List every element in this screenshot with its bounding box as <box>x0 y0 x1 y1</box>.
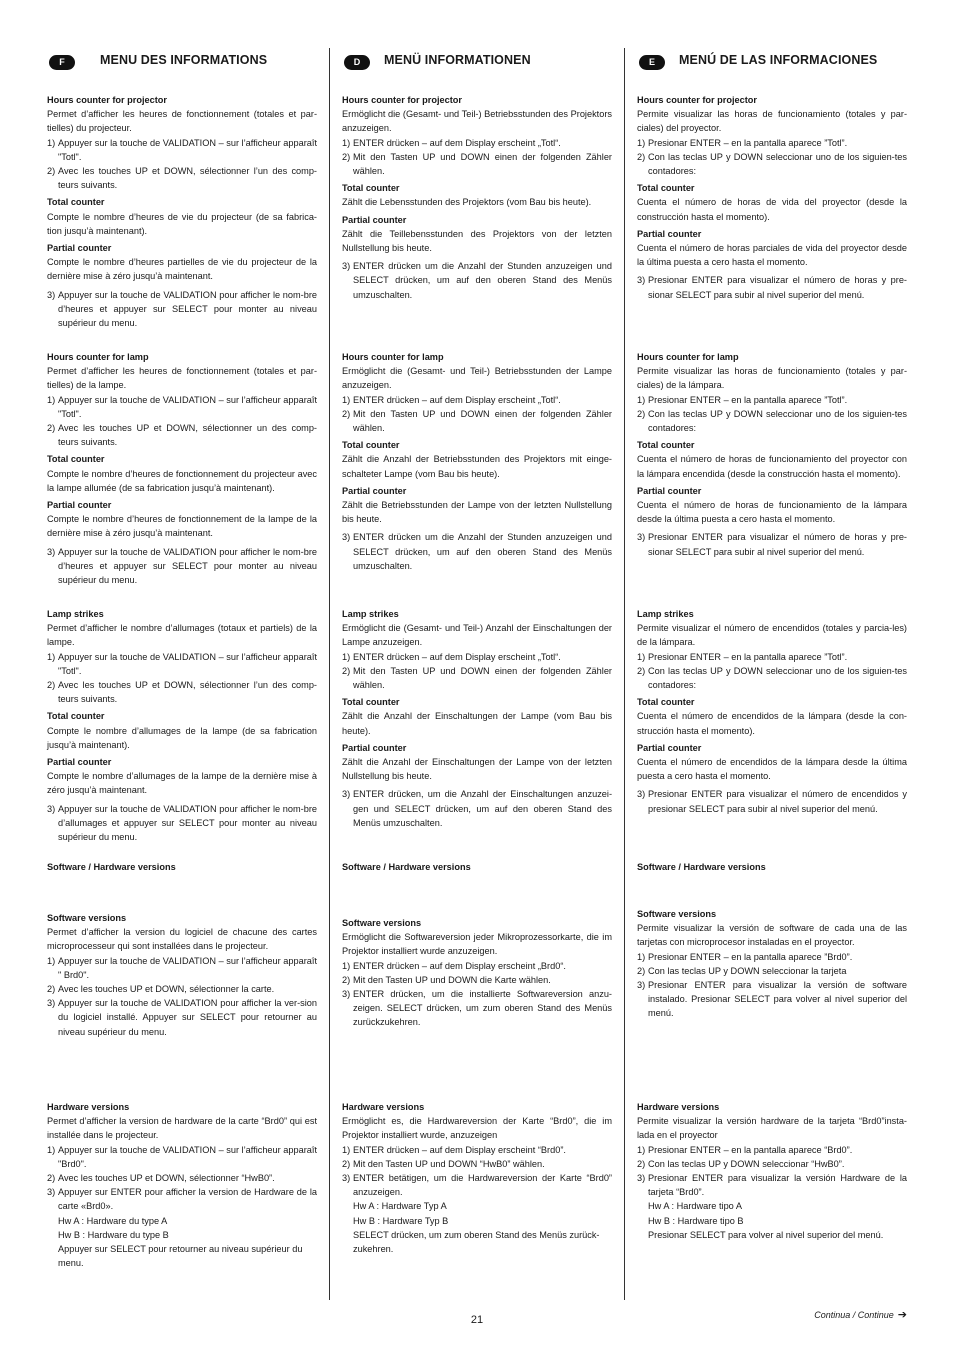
section-intro: Permet d’afficher les heures de fonctionnement (totales et par-tielles) du projecteur. <box>47 109 317 134</box>
software-section <box>342 916 612 1030</box>
hardware-section <box>342 1100 612 1256</box>
column-header <box>47 48 317 72</box>
item-text: Mit den Tasten UP und DOWN einen der folgenden Zähler wählen. <box>353 151 612 177</box>
list-item <box>637 1143 907 1157</box>
item-number: 3) <box>637 532 646 543</box>
counter-name: Total counter <box>342 697 400 708</box>
section-title: Hours counter for projector <box>47 95 167 105</box>
section-title: Hardware versions <box>637 1102 720 1112</box>
item-number: 1) <box>637 1144 646 1155</box>
language-badge: E <box>639 55 665 70</box>
item-text: Presionar ENTER para visualizar el número de horas y pre-sionar SELECT para subir al nivel superior del menú. <box>648 532 907 557</box>
item-text: Appuyer sur la touche de VALIDATION – sur l’afficheur apparaît " Brd0". <box>58 955 317 980</box>
list-item <box>47 136 317 164</box>
counter-description: Zählt die Anzahl der Einschaltungen der Lampe (vom Bau bis heute). <box>342 711 612 736</box>
list-item <box>47 802 317 845</box>
list-item <box>342 393 612 407</box>
item-text: ENTER drücken – auf dem Display erscheint „Totl“. <box>353 137 561 148</box>
item-text: Presionar ENTER para visualizar la versión Hardware de la tarjeta “Brd0”. <box>648 1173 907 1198</box>
section-title: Hours counter for lamp <box>637 352 739 362</box>
section-heading: MENÚ DE LAS INFORMACIONES <box>679 53 878 67</box>
counter-description: Zählt die Anzahl der Einschaltungen der Lampe von der letzten Nullstellung bis heute. <box>342 757 612 782</box>
list-item <box>47 164 317 192</box>
counter-description: Cuenta el número de encendidos de la lámpara desde la última puesta a cero hasta el momento. <box>637 757 907 782</box>
counter-description: Zählt die Betriebsstunden der Lampe von der letzten Nullstellung bis heute. <box>342 500 612 525</box>
item-text: Appuyer sur ENTER pour afficher la version de Hardware de la carte «Brd0». <box>58 1187 317 1212</box>
item-text: Presionar ENTER – en la pantalla aparece “Brd0”. <box>648 1144 853 1155</box>
list-item <box>47 650 317 678</box>
continue-label: Continua / Continue <box>814 1310 894 1320</box>
list-item <box>637 530 907 558</box>
counter-name: Partial counter <box>637 742 702 753</box>
item-text: Appuyer sur la touche de VALIDATION pour afficher le nom-bre d’heures et appuyer sur SELECT pour monter au niveau supérieur du menu. <box>58 546 317 586</box>
list-item <box>637 407 907 435</box>
item-number: 3) <box>637 980 646 991</box>
section-title: Software / Hardware versions <box>47 862 176 872</box>
counter-name: Total counter <box>47 197 105 208</box>
list-item <box>637 964 907 978</box>
item-number: 2) <box>47 166 56 177</box>
item-text: Avec les touches UP et DOWN, sélectionner la carte. <box>58 984 275 995</box>
item-text: ENTER betätigen, um die Hardwareversion der Karte “Brd0” anzuzeigen. <box>353 1173 612 1198</box>
counter-description: Cuenta el número de horas de funcionamiento de la lámpara desde la última puesta a cero hasta el momento. <box>637 500 907 525</box>
list-item <box>342 1143 612 1157</box>
hardware-type: Hw A : Hardware du type A <box>58 1215 168 1226</box>
counter-name: Total counter <box>637 440 695 451</box>
item-number: 1) <box>47 394 56 405</box>
item-number: 3) <box>637 789 646 800</box>
list-item <box>342 973 612 987</box>
section-title: Software / Hardware versions <box>342 862 471 872</box>
section-title: Hours counter for projector <box>637 95 757 105</box>
counter-name: Partial counter <box>342 485 407 496</box>
hardware-type: Hw A : Hardware Typ A <box>353 1201 447 1212</box>
counter-section <box>47 350 317 587</box>
item-text: Con las teclas UP y DOWN seleccionar uno de los siguien-tes contadores: <box>648 408 907 434</box>
language-badge: F <box>49 55 75 70</box>
counter-name: Total counter <box>637 697 695 708</box>
counter-name: Partial counter <box>342 214 407 225</box>
counter-description: Zählt die Teillebensstunden des Projektors von der letzten Nullstellung bis heute. <box>342 228 612 254</box>
item-text: ENTER drücken um die Anzahl der Stunden anzuzeigen und SELECT drücken, um auf den oberen Stand des Menüs umzuschalten. <box>353 532 612 571</box>
item-number: 2) <box>637 1158 646 1169</box>
item-number: 1) <box>637 651 646 662</box>
item-text: Presionar ENTER – en la pantalla aparece ”Totl”. <box>648 394 848 405</box>
item-text: Avec les touches UP et DOWN, sélectionner l’un des comp-teurs suivants. <box>58 680 317 705</box>
list-item <box>342 959 612 973</box>
counter-name: Total counter <box>47 711 105 722</box>
item-number: 2) <box>637 965 646 976</box>
section-intro: Permet d’afficher le nombre d’allumages (totaux et partiels) de la lampe. <box>47 623 317 648</box>
item-number: 1) <box>342 1144 351 1155</box>
item-number: 1) <box>637 394 646 405</box>
counter-name: Total counter <box>47 454 105 465</box>
item-text: Avec les touches UP et DOWN, sélectionner “HwB0”. <box>58 1173 275 1184</box>
counter-description: Zählt die Anzahl der Betriebsstunden des Projektors mit einge-schalteter Lampe (vom Bau bis heute). <box>342 454 612 479</box>
closing-note: Presionar SELECT para volver al nivel superior del menú. <box>648 1229 884 1240</box>
list-item <box>342 150 612 178</box>
item-number: 2) <box>47 680 56 691</box>
section-title: Hardware versions <box>47 1102 130 1112</box>
item-number: 2) <box>47 423 56 434</box>
counter-name: Partial counter <box>637 228 702 239</box>
column-divider <box>624 48 625 1300</box>
section-intro: Permite visualizar la versión de software de cada una de las tarjetas con microprocesor instaladas en el proyector. <box>637 923 907 948</box>
item-number: 1) <box>342 394 351 405</box>
counter-section <box>637 607 907 816</box>
item-number: 2) <box>342 974 351 985</box>
item-text: Con las teclas UP y DOWN seleccionar uno de los siguien-tes contadores: <box>648 151 907 177</box>
list-item <box>637 136 907 150</box>
list-item <box>47 996 317 1039</box>
list-item <box>637 664 907 692</box>
list-item <box>637 978 907 1021</box>
item-text: Appuyer sur la touche de VALIDATION pour afficher la ver-sion du logiciel installé. Appuyer sur SELECT pour retourner au niveau supérieur du menu. <box>58 998 317 1037</box>
list-item <box>47 982 317 996</box>
counter-section <box>47 607 317 844</box>
item-text: Appuyer sur la touche de VALIDATION – sur l’afficheur apparaît "Totl". <box>58 137 317 162</box>
item-text: Presionar ENTER para visualizar el número de horas y pre-sionar SELECT para subir al nivel superior del menú. <box>648 275 907 300</box>
item-text: Appuyer sur la touche de VALIDATION – sur l’afficheur apparaît "Brd0". <box>58 1144 317 1169</box>
item-text: Appuyer sur la touche de VALIDATION pour afficher le nom-bre d’heures et appuyer sur SELECT pour monter au niveau supérieur du menu. <box>58 289 317 329</box>
section-intro: Ermöglicht die (Gesamt- und Teil-) Anzahl der Einschaltungen der Lampe anzuzeigen. <box>342 623 612 648</box>
list-item <box>342 136 612 150</box>
item-number: 1) <box>47 651 56 662</box>
counter-description: Compte le nombre d’allumages de la lampe (de sa fabrication jusqu’à maintenant). <box>47 725 317 750</box>
section-heading: MENÜ INFORMATIONEN <box>384 53 531 67</box>
section-title: Software / Hardware versions <box>637 862 766 872</box>
section-title: Lamp strikes <box>637 609 694 619</box>
item-number: 1) <box>47 1144 56 1155</box>
item-number: 3) <box>342 989 351 1000</box>
item-text: Presionar ENTER – en la pantalla aparece ”Totl”. <box>648 651 848 662</box>
section-title: Hardware versions <box>342 1102 425 1112</box>
section-intro: Permite visualizar las horas de funcionamiento (totales y par-ciales) de la lámpara. <box>637 366 907 391</box>
column-header <box>637 48 907 72</box>
item-text: ENTER drücken – auf dem Display erscheint „Totl“. <box>353 394 561 405</box>
item-number: 2) <box>637 151 646 162</box>
list-item <box>47 288 317 331</box>
counter-description: Compte le nombre d’heures de fonctionnement du projecteur avec la lampe allumée (de sa fabrication jusqu’à maintenant). <box>47 468 317 493</box>
hardware-section <box>47 1100 317 1270</box>
item-number: 3) <box>637 1173 646 1184</box>
counter-section <box>342 607 612 830</box>
versions-heading <box>47 860 317 874</box>
item-number: 2) <box>47 984 56 995</box>
list-item <box>637 150 907 178</box>
item-number: 1) <box>342 137 351 148</box>
item-number: 3) <box>47 289 56 300</box>
counter-section <box>47 93 317 330</box>
list-item <box>342 1171 612 1199</box>
list-item <box>342 1157 612 1171</box>
counter-description: Compte le nombre d’heures partielles de vie du projecteur de la dernière mise à zéro jusqu’à maintenant. <box>47 257 317 282</box>
list-item <box>342 787 612 830</box>
item-text: Mit den Tasten UP und DOWN “HwB0” wählen. <box>353 1158 545 1169</box>
counter-description: Compte le nombre d’heures de fonctionnement de la lampe de la dernière mise à zéro jusqu’à maintenant. <box>47 514 317 539</box>
list-item <box>342 664 612 692</box>
list-item <box>47 1143 317 1171</box>
item-number: 2) <box>342 665 351 676</box>
versions-heading <box>342 860 612 874</box>
item-number: 3) <box>342 789 351 800</box>
language-badge: D <box>344 55 370 70</box>
item-text: ENTER drücken um die Anzahl der Stunden anzuzeigen und SELECT drücken, um auf den oberen Stand des Menüs umzuschalten. <box>353 261 612 300</box>
counter-name: Total counter <box>342 183 400 194</box>
counter-name: Total counter <box>637 183 695 194</box>
counter-description: Cuenta el número de horas de vida del proyector (desde la construcción hasta el momento). <box>637 197 907 222</box>
item-number: 1) <box>47 137 56 148</box>
hardware-type: Hw B : Hardware tipo B <box>648 1215 744 1226</box>
section-intro: Permet d’afficher la version de hardware de la carte “Brd0” qui est installée dans le projecteur. <box>47 1116 317 1141</box>
section-intro: Permite visualizar el número de encendidos (totales y parcia-les) de la lámpara. <box>637 623 907 648</box>
counter-name: Partial counter <box>47 757 112 768</box>
list-item <box>47 421 317 449</box>
item-text: Presionar ENTER – en la pantalla aparece ”Totl”. <box>648 137 848 148</box>
column-header <box>342 48 612 72</box>
section-intro: Ermöglicht es, die Hardwareversion der Karte “Brd0”, die im Projektor installiert wurde, anzuzeigen <box>342 1116 612 1141</box>
counter-section <box>342 93 612 302</box>
section-title: Lamp strikes <box>342 609 399 619</box>
item-text: Mit den Tasten UP und DOWN einen der folgenden Zähler wählen. <box>353 408 612 434</box>
item-number: 3) <box>637 275 646 286</box>
hardware-type: Hw B : Hardware Typ B <box>353 1215 449 1226</box>
item-number: 3) <box>342 261 351 272</box>
section-title: Hours counter for lamp <box>342 352 444 362</box>
closing-note: SELECT drücken, um zum oberen Stand des Menüs zurück-zukehren. <box>353 1229 600 1255</box>
list-item <box>47 1171 317 1185</box>
list-item <box>637 273 907 301</box>
list-item <box>637 1157 907 1171</box>
item-number: 2) <box>637 665 646 676</box>
item-text: Con las teclas UP y DOWN seleccionar la tarjeta <box>648 965 847 976</box>
item-number: 2) <box>342 1158 351 1169</box>
counter-description: Compte le nombre d’allumages de la lampe de la dernière mise à zéro jusqu’à maintenant. <box>47 771 317 796</box>
section-intro: Permet d’afficher la version du logiciel de chacune des cartes microprocesseur qui sont installées dans le projecteur. <box>47 927 317 952</box>
item-number: 3) <box>47 1187 56 1198</box>
section-intro: Permite visualizar las horas de funcionamiento (totales y par-ciales) del proyector. <box>637 109 907 134</box>
item-text: ENTER drücken, um die installierte Softwareversion anzu-zeigen. SELECT drücken, um zum oberen Stand des Menüs zurückzukehren. <box>353 989 612 1028</box>
list-item <box>637 393 907 407</box>
counter-name: Partial counter <box>342 742 407 753</box>
hardware-type: Hw A : Hardware tipo A <box>648 1201 742 1212</box>
list-item <box>47 954 317 982</box>
counter-description: Cuenta el número de horas de funcionamiento del proyector con la lámpara encendida (desde la construcción hasta el momento). <box>637 454 907 479</box>
item-number: 2) <box>342 408 351 419</box>
versions-heading <box>637 860 907 874</box>
item-number: 2) <box>637 408 646 419</box>
closing-note: Appuyer sur SELECT pour retourner au niveau supérieur du menu. <box>58 1244 303 1269</box>
item-number: 1) <box>47 955 56 966</box>
item-text: Avec les touches UP et DOWN, sélectionner l’un des comp-teurs suivants. <box>58 166 317 191</box>
list-item <box>342 407 612 435</box>
list-item <box>637 787 907 815</box>
item-text: Appuyer sur la touche de VALIDATION – sur l’afficheur apparaît "Totl". <box>58 394 317 419</box>
column-divider <box>329 48 330 1300</box>
item-number: 1) <box>637 951 646 962</box>
item-text: ENTER drücken, um die Anzahl der Einschaltungen anzuzei-gen und SELECT drücken, um auf den oberen Stand des Menüs umzuschalten. <box>353 789 612 828</box>
section-intro: Permet d’afficher les heures de fonctionnement (totales et par-tielles) de la lampe. <box>47 366 317 391</box>
counter-name: Partial counter <box>47 243 112 254</box>
list-item <box>637 650 907 664</box>
list-item <box>342 530 612 573</box>
section-title: Lamp strikes <box>47 609 104 619</box>
section-intro: Ermöglicht die (Gesamt- und Teil-) Betriebsstunden des Projektors anzuzeigen. <box>342 109 612 134</box>
counter-section <box>342 350 612 573</box>
item-text: ENTER drücken – auf dem Display erscheint „Totl“. <box>353 651 561 662</box>
software-section <box>637 907 907 1021</box>
item-number: 3) <box>47 998 56 1009</box>
list-item <box>342 650 612 664</box>
section-title: Hours counter for projector <box>342 95 462 105</box>
section-intro: Ermöglicht die Softwareversion jeder Mikroprozessorkarte, die im Projektor installiert wurde anzuzeigen. <box>342 932 612 957</box>
item-number: 1) <box>342 960 351 971</box>
list-item <box>47 393 317 421</box>
section-title: Software versions <box>47 913 127 923</box>
counter-section <box>637 350 907 559</box>
section-heading: MENU DES INFORMATIONS <box>100 53 268 67</box>
software-section <box>47 911 317 1039</box>
list-item <box>342 259 612 302</box>
item-text: Presionar ENTER para visualizar el número de encendidos y presionar SELECT para subir al nivel superior del menú. <box>648 789 907 814</box>
item-number: 1) <box>342 651 351 662</box>
item-number: 3) <box>47 546 56 557</box>
section-title: Software versions <box>342 918 422 928</box>
item-text: Presionar ENTER para visualizar la versión de software instalado. Presionar SELECT para volver al nivel superior del menú. <box>648 980 907 1019</box>
item-number: 3) <box>342 1173 351 1184</box>
continue-note <box>814 1308 907 1321</box>
section-title: Software versions <box>637 909 717 919</box>
list-item <box>637 950 907 964</box>
item-number: 2) <box>342 151 351 162</box>
list-item <box>342 987 612 1030</box>
item-text: Con las teclas UP y DOWN seleccionar “HwB0”. <box>648 1158 845 1169</box>
counter-description: Cuenta el número de encendidos de la lámpara (desde la con-strucción hasta el momento). <box>637 711 907 736</box>
item-text: Mit den Tasten UP und DOWN einen der folgenden Zähler wählen. <box>353 665 612 691</box>
item-text: ENTER drücken – auf dem Display erscheint “Brd0”. <box>353 1144 566 1155</box>
item-text: Appuyer sur la touche de VALIDATION – sur l’afficheur apparaît "Totl". <box>58 651 317 676</box>
section-title: Hours counter for lamp <box>47 352 149 362</box>
section-intro: Ermöglicht die (Gesamt- und Teil-) Betriebsstunden der Lampe anzuzeigen. <box>342 366 612 391</box>
item-text: Avec les touches UP et DOWN, sélectionner un des comp-teurs suivants. <box>58 423 317 448</box>
item-text: Mit den Tasten UP und DOWN die Karte wählen. <box>353 974 551 985</box>
counter-description: Compte le nombre d’heures de vie du projecteur (de sa fabrica-tion jusqu’à maintenant). <box>47 211 317 236</box>
list-item <box>47 678 317 706</box>
hardware-type: Hw B : Hardware du type B <box>58 1229 169 1240</box>
page-number: 21 <box>470 1314 484 1326</box>
list-item <box>47 545 317 588</box>
item-text: Appuyer sur la touche de VALIDATION pour afficher le nom-bre d’allumages et appuyer sur SELECT pour monter au niveau supérieur du menu. <box>58 803 317 843</box>
list-item <box>47 1185 317 1213</box>
arrow-right-icon: ➔ <box>897 1309 907 1321</box>
item-text: Con las teclas UP y DOWN seleccionar uno de los siguien-tes contadores: <box>648 665 907 691</box>
section-intro: Permite visualizar la versión hardware de la tarjeta “Brd0”insta-lada en el proyector <box>637 1116 907 1141</box>
counter-section <box>637 93 907 302</box>
hardware-section <box>637 1100 907 1242</box>
item-number: 3) <box>342 532 351 543</box>
counter-description: Zählt die Lebensstunden des Projektors (vom Bau bis heute). <box>342 197 592 208</box>
item-text: Presionar ENTER – en la pantalla aparece ”Brd0”. <box>648 951 853 962</box>
counter-name: Partial counter <box>47 500 112 511</box>
item-number: 1) <box>637 137 646 148</box>
list-item <box>637 1171 907 1199</box>
item-number: 3) <box>47 803 56 814</box>
counter-name: Total counter <box>342 440 400 451</box>
item-text: ENTER drücken – auf dem Display erscheint „Brd0“. <box>353 960 566 971</box>
counter-name: Partial counter <box>637 485 702 496</box>
counter-description: Cuenta el número de horas parciales de vida del proyector desde la última puesta a cero hasta el momento. <box>637 243 907 268</box>
item-number: 2) <box>47 1173 56 1184</box>
